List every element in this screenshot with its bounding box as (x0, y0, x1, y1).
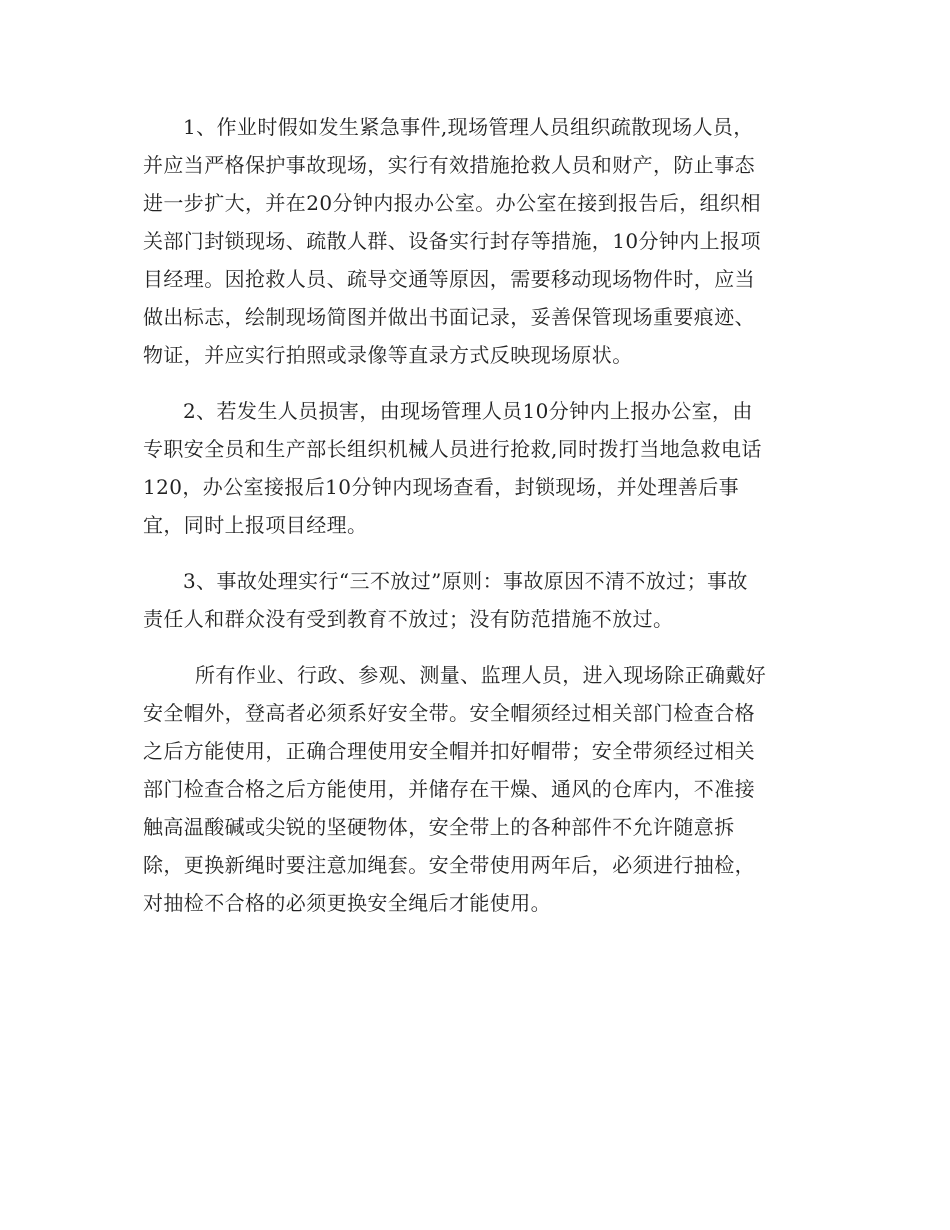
paragraph-line: 进一步扩大，并在20分钟内报办公室。办公室在接到报告后，组织相 (143, 191, 761, 215)
paragraph-line: 关部门封锁现场、疏散人群、设备实行封存等措施，10分钟内上报项 (143, 229, 761, 253)
paragraph-three-principles (143, 562, 808, 638)
paragraph-safety-equipment (143, 656, 808, 922)
document-page (143, 108, 808, 940)
paragraph-line: 1、作业时假如发生紧急事件,现场管理人员组织疏散现场人员， (183, 115, 754, 139)
paragraph-line: 所有作业、行政、参观、测量、监理人员，进入现场除正确戴好 (195, 663, 767, 687)
paragraph-injury-response (143, 392, 808, 544)
paragraph-line: 安全帽外，登高者必须系好安全带。安全帽须经过相关部门检查合格 (143, 701, 755, 725)
paragraph-line: 宜，同时上报项目经理。 (143, 513, 368, 537)
paragraph-line: 触高温酸碱或尖锐的坚硬物体，安全带上的各种部件不允许随意拆 (143, 815, 735, 839)
paragraph-line: 2、若发生人员损害，由现场管理人员10分钟内上报办公室，由 (183, 399, 753, 423)
paragraph-emergency-response (143, 108, 808, 374)
paragraph-line: 除，更换新绳时要注意加绳套。安全带使用两年后，必须进行抽检， (143, 853, 755, 877)
paragraph-line: 之后方能使用，正确合理使用安全帽并扣好帽带；安全带须经过相关 (143, 739, 755, 763)
paragraph-line: 120，办公室接报后10分钟内现场查看，封锁现场，并处理善后事 (143, 475, 740, 499)
paragraph-line: 3、事故处理实行“三不放过”原则：事故原因不清不放过；事故 (183, 569, 748, 593)
paragraph-line: 做出标志，绘制现场简图并做出书面记录，妥善保管现场重要痕迹、 (143, 305, 755, 329)
paragraph-line: 责任人和群众没有受到教育不放过；没有防范措施不放过。 (143, 607, 674, 631)
paragraph-line: 专职安全员和生产部长组织机械人员进行抢救,同时拨打当地急救电话 (143, 437, 762, 461)
paragraph-line: 并应当严格保护事故现场，实行有效措施抢救人员和财产，防止事态 (143, 153, 755, 177)
paragraph-line: 目经理。因抢救人员、疏导交通等原因，需要移动现场物件时，应当 (143, 267, 755, 291)
paragraph-line: 对抽检不合格的必须更换安全绳后才能使用。 (143, 891, 551, 915)
paragraph-line: 物证，并应实行拍照或录像等直录方式反映现场原状。 (143, 343, 633, 367)
paragraph-line: 部门检查合格之后方能使用，并储存在干燥、通风的仓库内，不准接 (143, 777, 755, 801)
